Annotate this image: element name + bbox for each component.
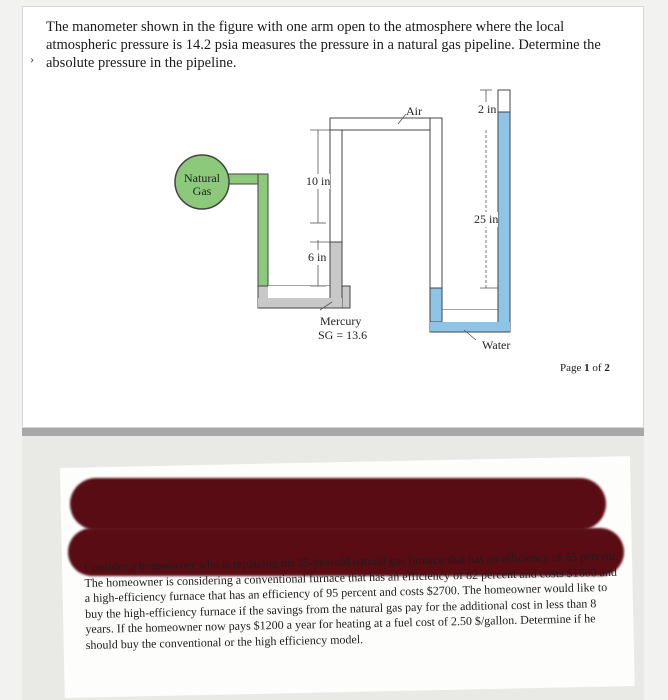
dimension-2in: 2 in (478, 102, 497, 116)
manometer-figure (170, 78, 560, 368)
water-left-level (430, 288, 442, 322)
margin-mark: › (30, 52, 34, 66)
dimension-10in: 10 in (306, 174, 331, 188)
water-label: Water (482, 338, 511, 352)
manometer-diagram (170, 78, 560, 368)
natural-gas-label: Natural Gas (184, 171, 220, 198)
water-right-level (498, 112, 510, 332)
redaction-mark-1 (70, 478, 606, 530)
mercury-label: Mercury (320, 314, 362, 328)
mercury-sg-label: SG = 13.6 (318, 328, 368, 342)
water-left-tube (430, 118, 442, 314)
dimension-25in: 25 in (474, 212, 499, 226)
air-cross-pipe (330, 118, 442, 130)
problem-2-text: Consider a homeowner who is replacing his 25-yearold natural gas furnace that has an efficiency of 55 percent. The homeowner is considering a conventional furnace that has an efficiency of 82 percent and costs $1600 and a high-efficiency furnace that has an efficiency of 95 percent and costs $2700. The homeowner would like to buy the high-efficiency furnace if the savings from the natural gas pay for the additional cost in less than 8 years. If the homeowner now pays $1200 a year for heating at a fuel cost of 2.50 $/gallon. Determine if he should buy the conventional or the high efficiency model. (84, 548, 619, 652)
dimension-6in: 6 in (308, 250, 327, 264)
page-divider (22, 428, 644, 436)
air-label: Air (406, 104, 422, 118)
gas-pipe-vertical (258, 174, 268, 298)
problem-1-text: The manometer shown in the figure with one arm open to the atmosphere where the local atmospheric pressure is 14.2 psia measures the pressure in a natural gas pipeline. Determine the absolute pressure in the pipeline. (46, 19, 601, 71)
page-number: Page 1 of 2 (560, 362, 610, 374)
